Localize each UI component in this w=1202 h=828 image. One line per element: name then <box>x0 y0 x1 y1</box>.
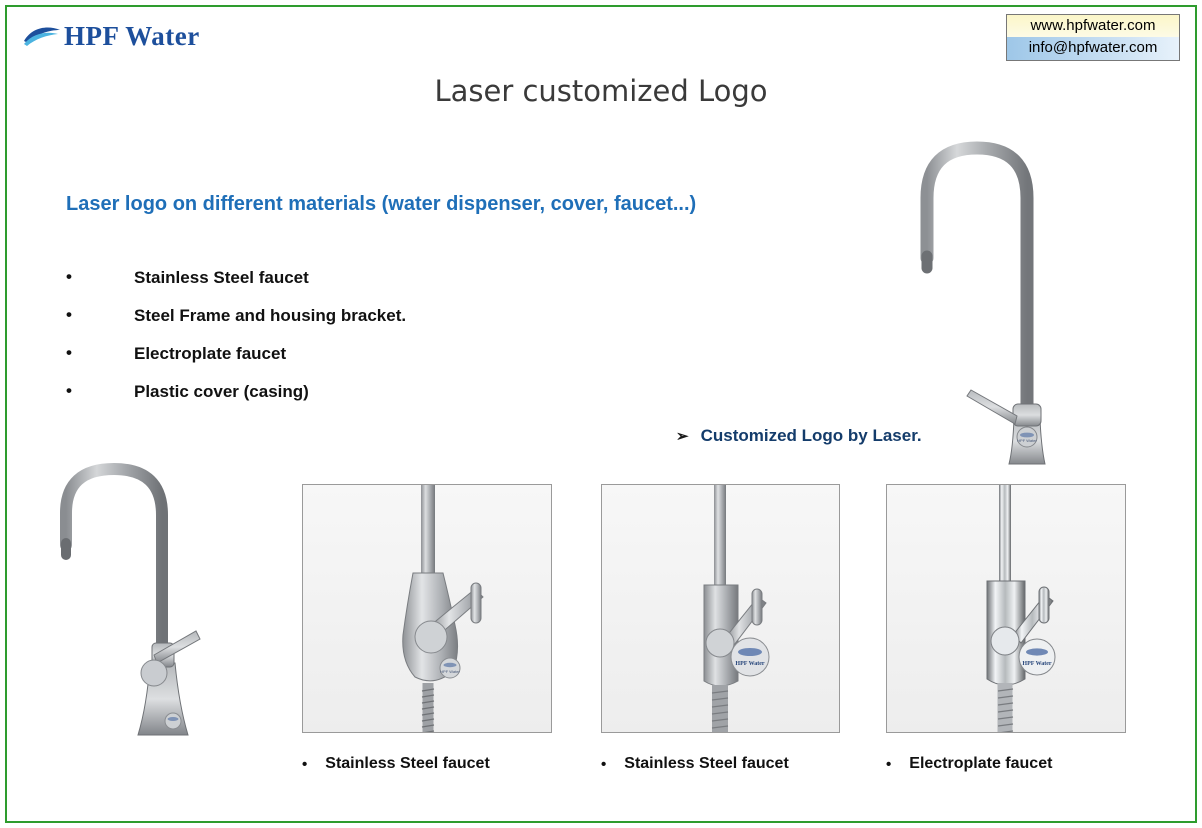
callout <box>676 426 922 446</box>
list-item <box>66 306 686 326</box>
bullet-list <box>66 268 686 420</box>
wave-icon <box>22 21 62 51</box>
bullet-marker: • <box>66 381 72 400</box>
bullet-text: Plastic cover (casing) <box>134 382 309 401</box>
caption-text: Stainless Steel faucet <box>325 755 490 772</box>
caption-marker: • <box>601 755 607 773</box>
faucet-bottom-left-photo <box>42 455 232 755</box>
caption-stainless-1 <box>302 755 490 773</box>
page-title: Laser customized Logo <box>434 74 768 108</box>
bullet-marker: • <box>66 305 72 324</box>
svg-text:HPF Water: HPF Water <box>735 661 765 667</box>
svg-text:HPF Water: HPF Water <box>1017 438 1037 443</box>
svg-text:HPF Water: HPF Water <box>1022 661 1052 667</box>
brand-logo-text: HPF Water <box>64 20 200 51</box>
bullet-marker: • <box>66 343 72 362</box>
bullet-text: Stainless Steel faucet <box>134 268 309 287</box>
bullet-text: Electroplate faucet <box>134 344 287 363</box>
bullet-marker: • <box>66 267 72 286</box>
arrow-icon: ➢ <box>676 428 689 445</box>
list-item <box>66 344 686 364</box>
faucet-electroplate-photo <box>886 484 1126 733</box>
caption-marker: • <box>302 755 308 773</box>
faucet-top-right-photo <box>905 128 1085 468</box>
faucet-stainless-1-photo <box>302 484 552 733</box>
callout-text: Customized Logo by Laser. <box>700 426 922 445</box>
bullet-text: Steel Frame and housing bracket. <box>134 306 407 325</box>
caption-electroplate <box>886 755 1052 773</box>
caption-text: Electroplate faucet <box>909 755 1053 772</box>
list-item <box>66 268 686 288</box>
contact-website[interactable]: www.hpfwater.com <box>1007 15 1179 37</box>
caption-stainless-2 <box>601 755 789 773</box>
caption-text: Stainless Steel faucet <box>624 755 789 772</box>
faucet-stainless-2-photo <box>601 484 840 733</box>
list-item <box>66 382 686 402</box>
brand-logo <box>22 16 200 56</box>
caption-marker: • <box>886 755 892 773</box>
contact-email[interactable]: info@hpfwater.com <box>1007 37 1179 59</box>
contact-box <box>1006 14 1180 61</box>
svg-text:HPF Water: HPF Water <box>440 669 460 674</box>
subtitle: Laser logo on different materials (water dispenser, cover, faucet...) <box>66 193 697 215</box>
